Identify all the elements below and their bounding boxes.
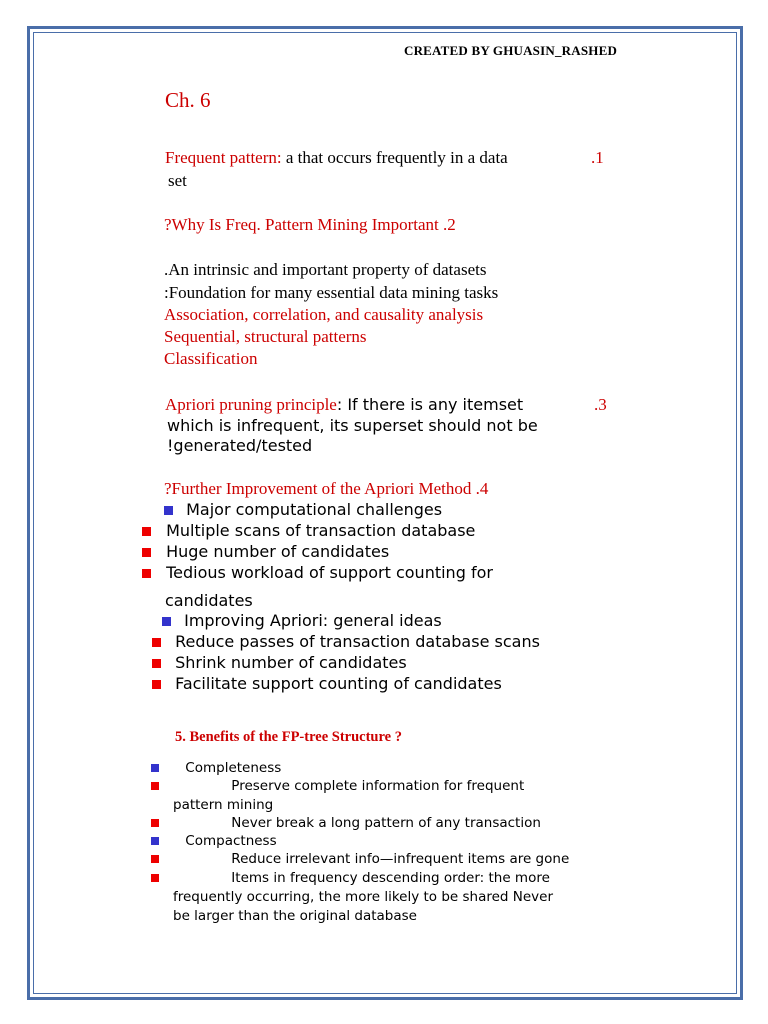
q1-definition: a that occurs frequently in a data [281, 148, 508, 167]
q4-group2-item-3-text: Facilitate support counting of candidates [175, 674, 502, 693]
q4-group1-title: Major computational challenges [186, 500, 443, 519]
q2-item-3: Classification [164, 349, 258, 368]
q2-item-2: Sequential, structural patterns [164, 327, 367, 346]
q4-question: ?Further Improvement of the Apriori Method .4 [164, 479, 489, 498]
author-credit: CREATED BY GHUASIN_RASHED [404, 43, 618, 58]
q5-item-5 [151, 851, 569, 867]
q5-item-4-text: Compactness [185, 833, 277, 849]
red-square-bullet-icon [151, 874, 159, 882]
q4-group1-item-1-text: Multiple scans of transaction database [166, 521, 476, 540]
q5-item-2-text: Preserve complete information for frequent [231, 778, 525, 794]
q4-group2-title: Improving Apriori: general ideas [184, 611, 442, 630]
red-square-bullet-icon [142, 527, 151, 536]
red-square-bullet-icon [152, 680, 161, 689]
q2-line-2: :Foundation for many essential data mining tasks [164, 283, 499, 302]
q4-group2-item-1 [152, 632, 540, 651]
red-square-bullet-icon [142, 548, 151, 557]
blue-square-bullet-icon [164, 506, 173, 515]
blue-square-bullet-icon [162, 617, 171, 626]
q3-term: Apriori pruning principle [165, 395, 337, 414]
q5-item-3 [151, 815, 541, 831]
chapter-title: Ch. 6 [165, 88, 211, 112]
q4-group1-title-row [164, 500, 442, 519]
red-square-bullet-icon [142, 569, 151, 578]
q4-group1-item-4-text: candidates [165, 591, 253, 610]
q4-group2-title-row [162, 611, 442, 630]
blue-square-bullet-icon [151, 764, 159, 772]
q2-item-1: Association, correlation, and causality analysis [164, 305, 484, 324]
q5-item-5-text: Reduce irrelevant info—infrequent items are gone [231, 851, 570, 867]
q1-continuation: set [168, 171, 187, 190]
q4-group1-item-3 [142, 563, 493, 582]
q4-group1-item-2-text: Huge number of candidates [166, 542, 390, 561]
q4-group2-item-1-text: Reduce passes of transaction database scans [175, 632, 540, 651]
q4-group1-item-2 [142, 542, 389, 561]
q5-item-6-continuation-1: frequently occurring, the more likely to be shared Never [173, 889, 554, 905]
q4-group2-item-3 [152, 674, 502, 693]
q5-item-4 [151, 833, 277, 849]
red-square-bullet-icon [152, 659, 161, 668]
q1-number: .1 [591, 148, 604, 167]
q2-line-1: .An intrinsic and important property of datasets [164, 260, 487, 279]
q3-line-2: which is infrequent, its superset should not be [167, 416, 538, 435]
q5-heading: 5. Benefits of the FP-tree Structure ? [175, 729, 402, 745]
q4-group1-item-3-text: Tedious workload of support counting for [166, 563, 493, 582]
q3-line-1 [165, 395, 523, 415]
q4-group2-item-2-text: Shrink number of candidates [175, 653, 407, 672]
q5-item-6-text: Items in frequency descending order: the more [231, 870, 550, 886]
q3-colon: : [336, 395, 343, 414]
q5-item-3-text: Never break a long pattern of any transaction [231, 815, 541, 831]
q5-item-6-continuation-2: be larger than the original database [173, 908, 417, 924]
q5-item-6 [151, 870, 550, 886]
red-square-bullet-icon [152, 638, 161, 647]
q4-group1-item-1 [142, 521, 475, 540]
red-square-bullet-icon [151, 855, 159, 863]
q3-line-3: !generated/tested [167, 436, 313, 455]
q5-item-2 [151, 778, 524, 794]
q5-item-1-text: Completeness [185, 760, 282, 776]
q2-question: ?Why Is Freq. Pattern Mining Important .2 [164, 215, 456, 234]
red-square-bullet-icon [151, 782, 159, 790]
q3-number: .3 [594, 395, 607, 414]
q5-item-2-continuation: pattern mining [173, 797, 274, 813]
red-square-bullet-icon [151, 819, 159, 827]
q5-item-1 [151, 760, 281, 776]
blue-square-bullet-icon [151, 837, 159, 845]
q1-term: Frequent pattern: [165, 148, 282, 167]
q3-text-1: If there is any itemset [342, 395, 524, 414]
q4-group2-item-2 [152, 653, 407, 672]
q1-line [165, 148, 508, 168]
